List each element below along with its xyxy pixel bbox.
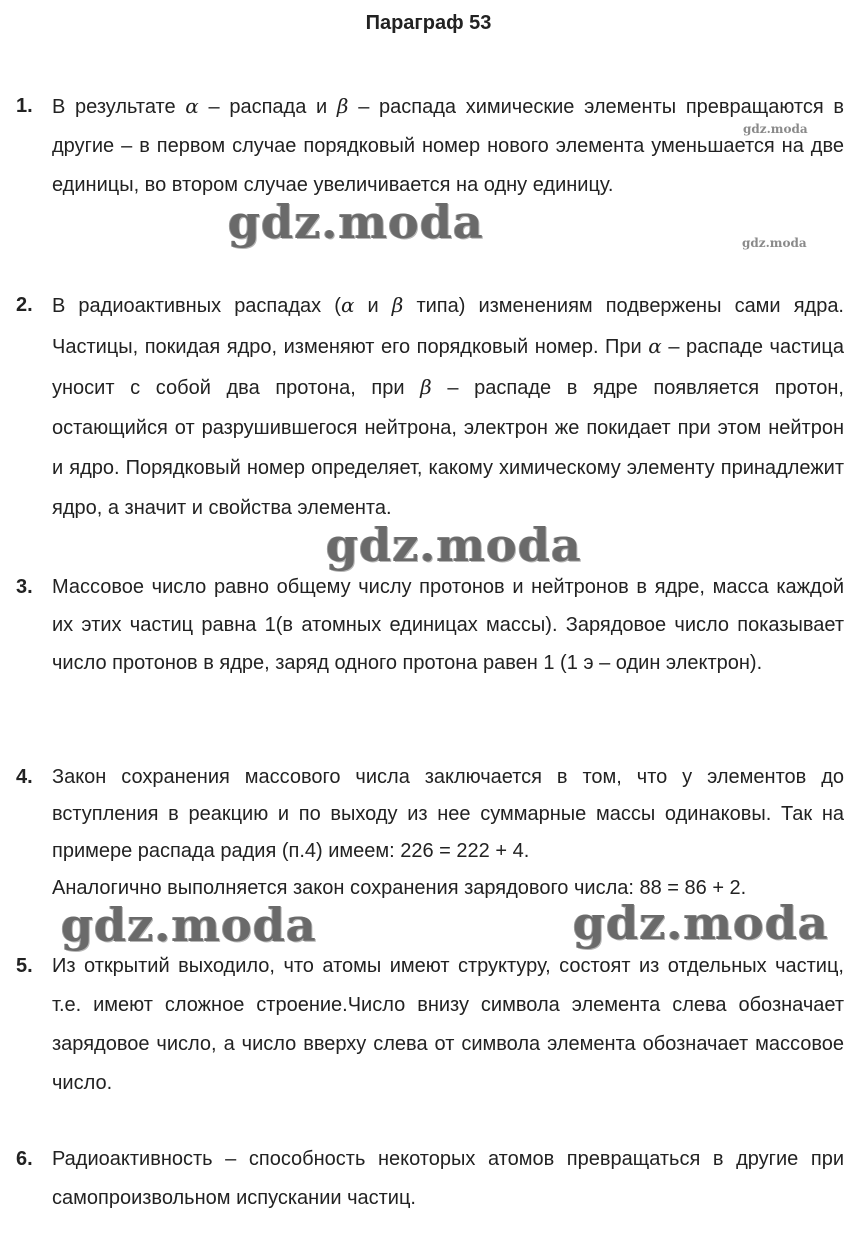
watermark-large: gdz.moda	[573, 896, 829, 950]
item-text: Закон сохранения массового числа заключается в том, что у элементов до вступления в реакцию и по выходу из нее суммарные массы одинаковы. Так на примере распада радия (п.4) имеем: 226 = 222 + 4.	[52, 766, 844, 862]
item-text: Массовое число равно общему числу протонов и нейтронов в ядре, масса каждой их этих частиц равна 1(в атомных единицах массы). Зарядовое число показывает число протонов в ядре, заряд одного протона равен 1 (1 э – один электрон).	[52, 576, 844, 674]
item-number: 6.	[16, 1148, 33, 1170]
watermark-large: gdz.moda	[326, 518, 582, 572]
watermark-large: gdz.moda	[61, 898, 317, 952]
item-text: В радиоактивных распадах (α и β типа) изменениям подвержены сами ядра. Частицы, покидая ядро, изменяют его порядковый номер. При α – распаде частица уносит с собой два протона, при β – распаде в ядре появляется протон, остающийся от разрушившегося нейтрона, электрон же покидает при этом нейтрон и ядро. Порядковый номер определяет, какому химическому элементу принадлежит ядро, а значит и свойства элемента.	[52, 293, 844, 519]
item-number: 4.	[16, 766, 33, 788]
page-title: Параграф 53	[365, 12, 492, 34]
list-item-2	[16, 285, 844, 528]
alpha-symbol: α	[185, 94, 199, 118]
item-text: В результате α – распада и β – распада химические элементы превращаются в другие – в первом случае порядковый номер нового элемента уменьшается на две единицы, во втором случае увеличивается на одну единицу.	[52, 94, 845, 196]
item-text-continued: Аналогично выполняется закон сохранения зарядового числа: 88 = 86 + 2.	[52, 877, 747, 899]
beta-symbol: β	[391, 293, 404, 317]
item-text: Радиоактивность – способность некоторых атомов превращаться в другие при самопроизвольном испускании частиц.	[52, 1148, 844, 1209]
list-item-3	[16, 568, 844, 682]
watermark-small: gdz.moda	[743, 122, 808, 136]
alpha-symbol: α	[340, 293, 355, 317]
list-item-4	[16, 759, 844, 907]
list-item-1	[16, 87, 844, 205]
list-item-6	[16, 1140, 844, 1218]
item-number: 3.	[16, 576, 33, 598]
alpha-symbol: α	[648, 334, 662, 358]
item-number: 1.	[16, 95, 33, 117]
list-item-5	[16, 947, 844, 1103]
watermark-large: gdz.moda	[228, 195, 484, 249]
item-text: Из открытий выходило, что атомы имеют структуру, состоят из отдельных частиц, т.е. имеют сложное строение.Число внизу символа элемента слева обозначает зарядовое число, а число вверху слева от символа элемента обозначает массовое число.	[52, 955, 844, 1094]
item-number: 5.	[16, 955, 33, 977]
watermark-small: gdz.moda	[742, 236, 807, 250]
beta-symbol: β	[420, 375, 432, 399]
beta-symbol: β	[336, 94, 349, 118]
item-number: 2.	[16, 294, 33, 316]
